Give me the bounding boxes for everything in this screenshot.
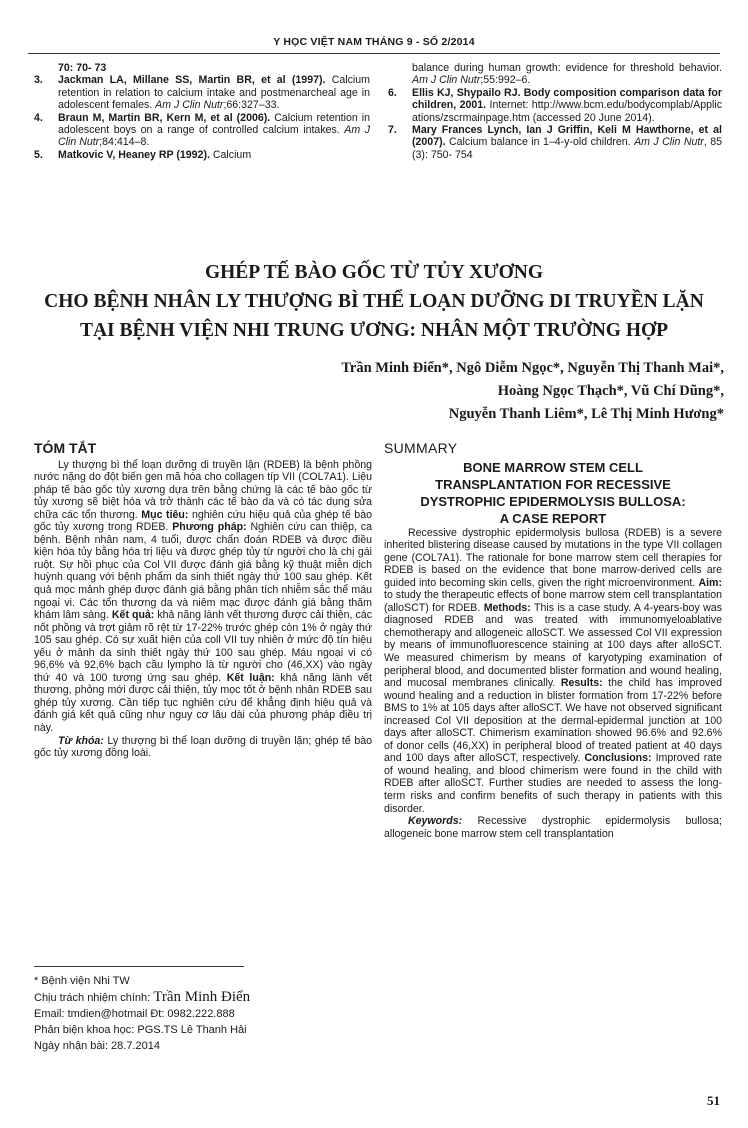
- footnote-rule: [34, 966, 244, 967]
- contact-email: Email: tmdien@hotmail Đt: 0982.222.888: [34, 1008, 235, 1020]
- reference-item: [388, 124, 722, 161]
- reference-journal: Am J Clin Nutr: [155, 99, 224, 112]
- abstract-heading: TÓM TẮT: [34, 440, 97, 456]
- reference-continuation: [34, 62, 370, 74]
- conclusion-text: Improved rate of wound healing, and blood chimerism were found in the child with RDEB after alloSCT. Further studies are needed to assess the long-term risks and confirm benefits of such therapy in patients with this disorder.: [384, 752, 722, 815]
- responsible-name: Trần Minh Điển: [153, 989, 251, 1005]
- title-line: TẠI BỆNH VIỆN NHI TRUNG ƯƠNG: NHÂN MỘT TRƯỜNG HỢP: [79, 320, 669, 341]
- reference-number: 4.: [34, 111, 43, 124]
- page-number: 51: [707, 1093, 720, 1108]
- conclusion-label: Kết luận:: [226, 671, 275, 684]
- conclusion-label: Conclusions:: [584, 752, 652, 765]
- author-line: Hoàng Ngọc Thạch*, Vũ Chí Dũng*,: [497, 383, 724, 399]
- reference-continuation: [388, 62, 722, 87]
- title-line: CHO BỆNH NHÂN LY THƯỢNG BÌ THỂ LOẠN DƯỠNG DI TRUYỀN LẶN: [44, 291, 704, 312]
- methods-text: Nghiên cứu can thiệp, ca bệnh. Bệnh nhân nam, 4 tuổi, được chẩn đoán RDEB và được điều kiện hóa tủy bằng hóa trị liệu và được ghép tủy từ người cho là chị gái ruột. Sự hồi phục của Col VII được đánh giá bằng kỹ thuật miễn dịch huỳnh quang với bệnh phẩm da sinh thiết ngày thứ 100 sau ghép. Kết quả mọc mảnh ghép được đánh giá bằng phân tích nhiễm sắc thể máu ngoại vi. Các tổn thương da và niêm mạc được đánh giá bằng thăm khám lâm sàng.: [34, 521, 372, 622]
- reference-number: 7.: [388, 124, 397, 137]
- abstract-intro: Ly thượng bì thể loạn dưỡng di truyền lặn (RDEB) là bệnh phồng nước nặng do đột biến gen mã hóa cho collagen típ VII (COL7A1). Liệu pháp tế bào gốc tủy xương dựa trên bằng chứng là các tế bào gốc từ tủy xương sẽ biệt hóa và trở thành các tế bào da và có tác dụng sửa chữa các tổn thương.: [34, 458, 372, 521]
- summary-intro: Recessive dystrophic epidermolysis bullosa (RDEB) is a severe inherited blistering disease caused by mutations in the type VII collagen gene (COL7A1). The rationale for bone marrow stem cell therapies for RDEB is based on the evidence that bone marrow-derived cells are guided into becoming skin cells, given the right microenvironment.: [384, 526, 722, 589]
- reference-text: 70: 70- 73: [58, 62, 107, 74]
- reference-text: balance during human growth: evidence for threshold behavior.: [412, 62, 722, 74]
- reviewer: Phản biện khoa học: PGS.TS Lê Thanh Hải: [34, 1024, 247, 1036]
- reference-tail: ;55:992–6.: [480, 74, 531, 87]
- title-line: GHÉP TẾ BÀO GỐC TỪ TỦY XƯƠNG: [204, 262, 544, 283]
- keywords: [384, 815, 722, 840]
- reference-journal: Am J Clin Nutr: [634, 136, 704, 149]
- responsible-author: [34, 989, 364, 1006]
- reference-tail: ;84:414–8.: [99, 136, 150, 149]
- reference-item: [388, 87, 722, 124]
- english-title-line: DYSTROPHIC EPIDERMOLYSIS BULLOSA:: [420, 493, 686, 509]
- author-line: Nguyễn Thanh Liêm*, Lê Thị Minh Hương*: [448, 406, 724, 422]
- reference-authors: Matkovic V, Heaney RP (1992).: [58, 148, 210, 161]
- vietnamese-abstract: [34, 442, 372, 760]
- keywords-label: Từ khóa:: [58, 734, 104, 747]
- aim-label: Aim:: [698, 576, 722, 589]
- reference-journal: Am J Clin Nutr: [412, 74, 481, 87]
- english-title-line: BONE MARROW STEM CELL: [463, 459, 643, 475]
- keywords-label: Keywords:: [408, 815, 463, 828]
- affiliation: * Bệnh viện Nhi TW: [34, 975, 130, 987]
- reference-authors: Braun M, Martin BR, Kern M, et al (2006).: [58, 111, 271, 124]
- header-rule: [28, 53, 720, 54]
- author-line: Trần Minh Điển*, Ngô Diễm Ngọc*, Nguyễn Thị Thanh Mai*,: [341, 360, 724, 376]
- methods-label: Phương pháp:: [172, 521, 247, 534]
- reference-text: Internet: http://www.bcm.edu/bodycomplab/Applications/zscrmainpage.htm (accessed 20 June 2014).: [412, 99, 723, 124]
- conclusion-text: khả năng lành vết thương, phỏng mới được cải thiện, tủy mọc tốt ở bệnh nhân RDEB sau ghép tủy xương. Cần tiếp tục nghiên cứu để khẳng định hiệu quả và đánh giá kết quả cũng như nguy cơ lâu dài của phương pháp điều trị này.: [34, 671, 372, 735]
- methods-label: Methods:: [483, 601, 531, 614]
- reference-item: [34, 149, 370, 161]
- footnote: [34, 973, 364, 1054]
- aim-text: nghiên cứu hiệu quả của ghép tế bào gốc tủy xương trong RDEB.: [34, 508, 372, 534]
- reference-text: Calcium retention in adolescent boys on a range of controlled calcium intakes.: [58, 111, 370, 137]
- reference-tail: , 85 (3): 750- 754: [412, 136, 723, 161]
- reference-text: Calcium balance in 1–4-y-old children.: [445, 136, 635, 149]
- reference-number: 5.: [34, 148, 43, 161]
- keywords-text: Recessive dystrophic epidermolysis bullosa; allogeneic bone marrow stem cell transplantation: [384, 815, 722, 840]
- summary-body: [384, 527, 722, 816]
- aim-text: to study the therapeutic effects of bone marrow stem cell transplantation (alloSCT) for RDEB.: [384, 589, 722, 614]
- english-title: [384, 459, 722, 527]
- author-list: [224, 357, 724, 426]
- keywords-text: Ly thượng bì thể loạn dưỡng di truyền lặn; ghép tế bào gốc tủy xương đồng loài.: [34, 734, 372, 760]
- journal-header: Y HỌC VIỆT NAM THÁNG 9 - SỐ 2/2014: [273, 36, 475, 48]
- results-label: Kết quả:: [111, 609, 155, 622]
- english-title-line: A CASE REPORT: [499, 510, 607, 526]
- references-left: [34, 62, 370, 161]
- reference-journal: Am J Clin Nutr: [58, 124, 370, 149]
- methods-text: This is a case study. A 4-years-boy was diagnosed RDEB and was treated with immunomyeloablative chemotherapy and allogeneic alloSCT. We assessed Col VII expression by means of immunofluorescence staining at 100 days after alloSCT. We measured chimerism by means of karyotyping examination of peripheral blood, and documented blister formation and wound healing, and mucosal membranes clinically.: [384, 601, 722, 690]
- responsible-label: Chịu trách nhiệm chính:: [34, 992, 154, 1004]
- reference-tail: ;66:327–33.: [223, 99, 280, 112]
- aim-label: Mục tiêu:: [141, 508, 189, 521]
- results-label: Results:: [560, 677, 603, 690]
- references-right: [388, 62, 722, 161]
- reference-number: 3.: [34, 74, 43, 87]
- reference-item: [34, 74, 370, 111]
- received-date: Ngày nhận bài: 28.7.2014: [34, 1040, 160, 1052]
- summary-heading: SUMMARY: [384, 440, 458, 456]
- results-text: the child has improved wound healing and a reduction in blister formation from 17-22% before BMS to 1% at 105 days after alloSCT. We have not observed significant increased Col VII deposition at the dermal-epidermal junction at 100 days after alloSCT. Chimerism examination showed 96.6% and 92.6% of donor cells (46,XX) in peripheral blood of treated patient at 40 days and 100 days after alloSCT, respectively.: [384, 677, 722, 765]
- reference-text: Calcium retention in relation to calcium intake and postmenarcheal age in adolescent females.: [58, 74, 370, 112]
- reference-number: 6.: [388, 86, 397, 99]
- english-summary: [384, 442, 722, 840]
- results-text: khả năng lành vết thương được cải thiện, các nốt phồng và trợt giảm rõ rệt từ 17-22% trước ghép còn 1% ở ngày thứ 105 sau ghép. Có sự xuất hiện của coll VII tuy nhiên ở mức độ tín hiệu yếu ở mảnh da sinh thiết ngày thứ 100 sau ghép. Máu ngoại vi có 96,6% và 92,6% bạch cầu lympho là từ người cho (46,XX) vào ngày thứ 40 và 100 tương ứng sau ghép.: [34, 609, 372, 684]
- reference-authors: Jackman LA, Millane SS, Martin BR, et al (1997).: [58, 74, 326, 87]
- reference-text: Calcium: [209, 148, 252, 161]
- keywords: [34, 735, 372, 760]
- english-title-line: TRANSPLANTATION FOR RECESSIVE: [435, 476, 671, 492]
- article-title: [30, 258, 718, 345]
- abstract-body: [34, 459, 372, 735]
- reference-authors: Mary Frances Lynch, Ian J Griffin, Keli M Hawthorne, et al (2007).: [412, 124, 722, 149]
- reference-authors: Ellis KJ, Shypailo RJ. Body composition comparison data for children, 2001.: [412, 86, 722, 112]
- reference-item: [34, 112, 370, 149]
